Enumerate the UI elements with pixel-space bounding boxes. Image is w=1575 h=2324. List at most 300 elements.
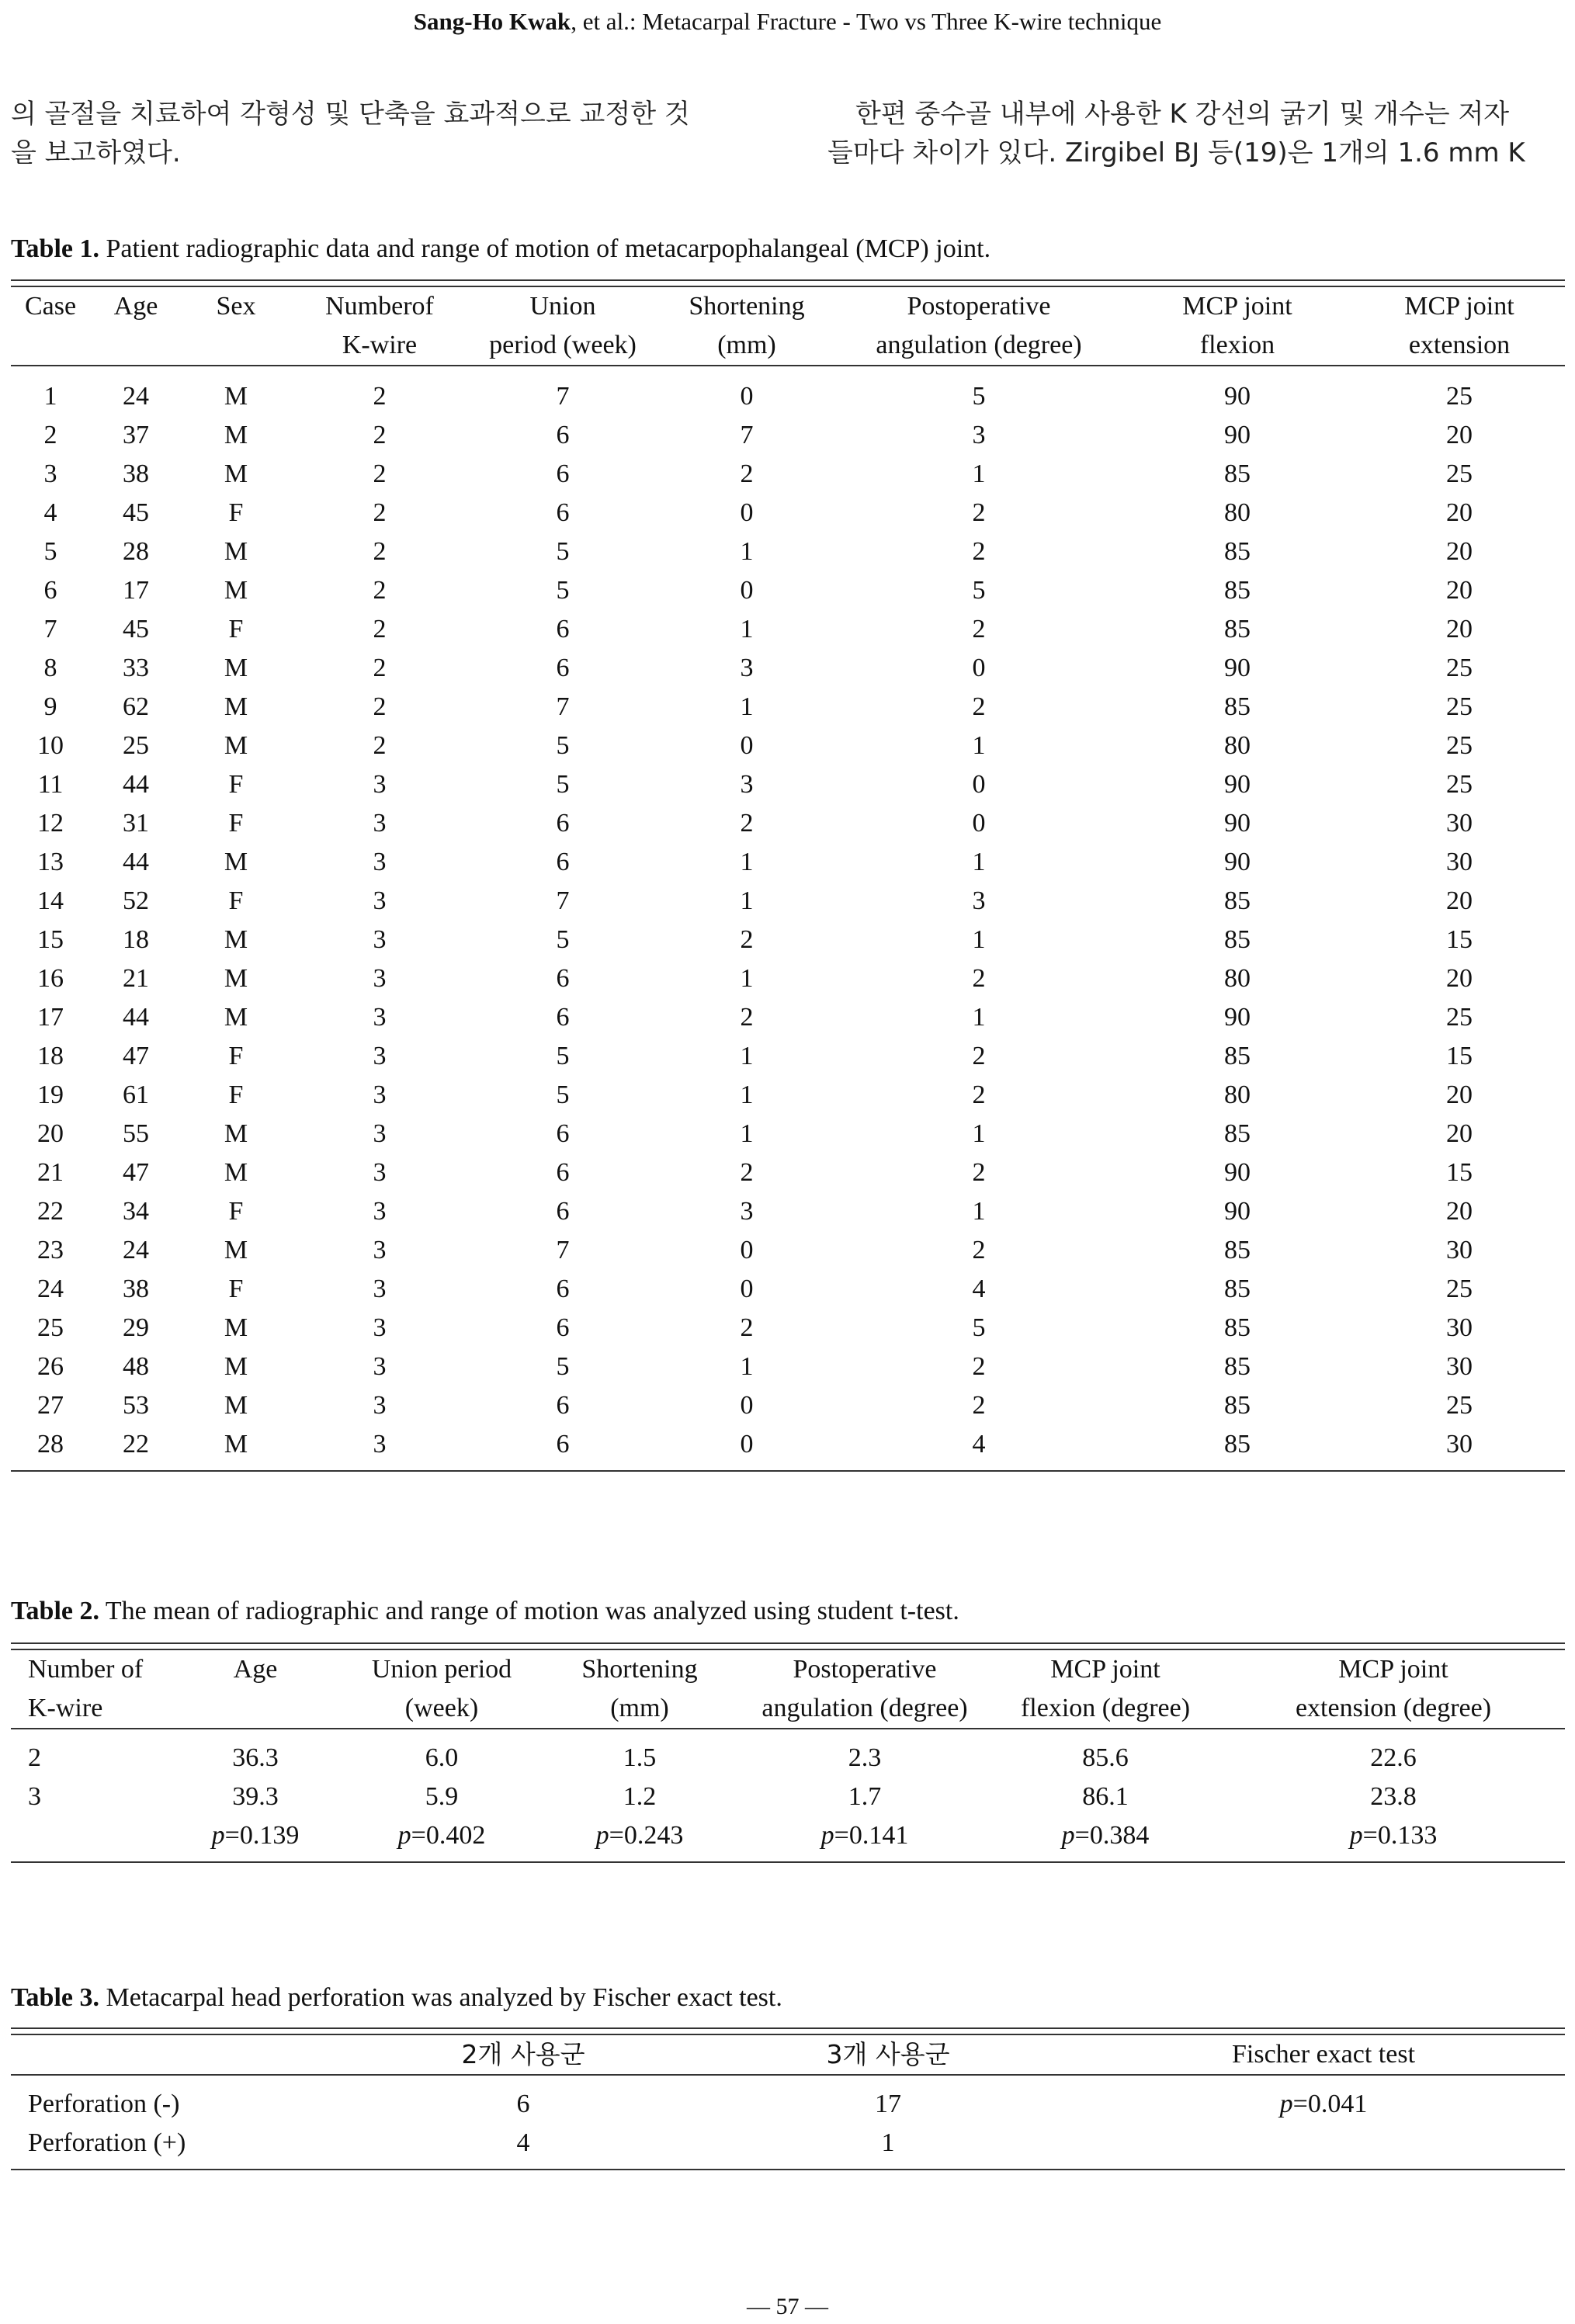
table-cell: 5: [556, 770, 570, 799]
table-cell: 6: [556, 460, 570, 488]
table-cell: 2: [373, 498, 387, 527]
table-cell: 2: [373, 382, 387, 411]
column-header: Fischer exact test: [1231, 2040, 1416, 2069]
table-cell: 2: [373, 692, 387, 721]
table-cell: 85: [1224, 537, 1251, 566]
table-cell: 6: [556, 421, 570, 449]
table-cell: 20: [1446, 964, 1473, 993]
table-cell: 20: [1446, 886, 1473, 915]
table-cell: 2: [972, 615, 986, 643]
table-cell: 3: [373, 1352, 387, 1381]
table-cell: 1: [972, 731, 986, 760]
table-cell: 38: [123, 1275, 149, 1303]
table-cell: M: [224, 654, 248, 682]
table-cell: 36.3: [232, 1743, 279, 1772]
table3-header: [11, 2035, 1565, 2074]
table-cell: 33: [123, 654, 149, 682]
table-cell: 19: [37, 1080, 64, 1109]
p-value-row: [11, 1816, 1565, 1855]
table-cell: 1: [740, 615, 754, 643]
table-cell: 85: [1224, 1391, 1251, 1420]
table-cell: 3: [972, 886, 986, 915]
table-cell: 11: [37, 770, 64, 799]
p-symbol: p: [211, 1821, 225, 1850]
table-cell: 2: [373, 615, 387, 643]
body-line: 을 보고하였다.: [11, 137, 181, 168]
table-cell: 80: [1224, 498, 1251, 527]
table-cell: 30: [1446, 1313, 1473, 1342]
table-cell: 6: [556, 1119, 570, 1148]
column-header: Age: [113, 292, 158, 321]
table-cell: 6: [556, 498, 570, 527]
table-cell: M: [224, 692, 248, 721]
table-cell: 20: [1446, 1119, 1473, 1148]
body-line: 들마다 차이가 있다. Zirgibel BJ 등(19)은 1개의 1.6 mm K: [827, 137, 1525, 168]
table-cell: 30: [1446, 1352, 1473, 1381]
table-cell: F: [228, 886, 244, 915]
column-header: MCP joint: [1050, 1655, 1160, 1684]
table-cell: 2: [740, 1313, 754, 1342]
column-header: Number of: [28, 1655, 144, 1684]
table-cell: 3: [373, 848, 387, 876]
page-number: — 57 —: [747, 2294, 828, 2319]
table-cell: 3: [373, 1391, 387, 1420]
table-cell: 1: [881, 2128, 895, 2157]
table-row: [11, 765, 1565, 804]
table-cell: 3: [373, 1003, 387, 1032]
table-cell: 5: [556, 731, 570, 760]
body-text-left: [11, 95, 756, 172]
table-cell: 3: [373, 1313, 387, 1342]
table-row: [11, 1076, 1565, 1115]
table-cell: 55: [123, 1119, 149, 1148]
table-cell: 34: [123, 1197, 149, 1226]
table-top-rule: [11, 279, 1565, 287]
column-header: [11, 2035, 352, 2074]
table-cell: 1: [972, 925, 986, 954]
table-cell: 25: [123, 731, 149, 760]
table-cell: M: [224, 576, 248, 605]
table-cell: 45: [123, 498, 149, 527]
table-cell: 5: [556, 1080, 570, 1109]
column-header: [182, 326, 290, 365]
table-cell: 25: [1446, 692, 1473, 721]
table-cell: 6: [556, 1391, 570, 1420]
table-cell: 2: [972, 1391, 986, 1420]
table-cell: 85: [1224, 1275, 1251, 1303]
header-author: Sang-Ho Kwak: [413, 8, 571, 35]
table-cell: 29: [123, 1313, 149, 1342]
table-cell: M: [224, 1391, 248, 1420]
table-row: [11, 843, 1565, 882]
table2-caption-text: The mean of radiographic and range of motion was analyzed using student t-test.: [99, 1597, 959, 1625]
column-header: Shortening: [581, 1655, 698, 1684]
table-cell: 3: [740, 654, 754, 682]
table1-caption-label: Table 1.: [11, 234, 100, 263]
table-cell: M: [224, 421, 248, 449]
table-cell: 6: [556, 615, 570, 643]
table-cell: 90: [1224, 848, 1251, 876]
table-cell: M: [224, 964, 248, 993]
table-cell: 20: [1446, 537, 1473, 566]
table-header-row: [11, 1689, 1565, 1728]
p-value: =0.139: [224, 1821, 300, 1850]
table-row: [11, 2124, 1565, 2163]
table-cell: 2: [972, 1352, 986, 1381]
table-cell: 2: [43, 421, 57, 449]
column-header: flexion: [1199, 331, 1275, 359]
table3-caption: [11, 1983, 782, 2013]
table-cell: 6: [556, 1313, 570, 1342]
column-header: Age: [233, 1655, 278, 1684]
table-cell: M: [224, 1352, 248, 1381]
column-header: (mm): [610, 1694, 669, 1722]
column-header: (week): [404, 1694, 479, 1722]
table-cell: 1: [972, 1197, 986, 1226]
table-cell: 20: [1446, 615, 1473, 643]
table-cell: 1: [972, 1003, 986, 1032]
table-cell: 6: [516, 2090, 530, 2118]
table-cell: 1.7: [848, 1782, 882, 1811]
table-cell: 1: [740, 886, 754, 915]
table-cell: 4: [516, 2128, 530, 2157]
table-row: [11, 571, 1565, 610]
table-cell: 3: [373, 1119, 387, 1148]
table-cell: 0: [972, 654, 986, 682]
table-cell: 6: [556, 848, 570, 876]
table-cell: 7: [556, 1236, 570, 1264]
table-cell: 39.3: [232, 1782, 279, 1811]
table-cell: 24: [123, 382, 149, 411]
table-cell: 4: [43, 498, 57, 527]
table-cell: 1: [972, 848, 986, 876]
table-row: [11, 1739, 1565, 1778]
table-row: [11, 1153, 1565, 1192]
header-title: , et al.: Metacarpal Fracture - Two vs Three K-wire technique: [571, 8, 1162, 35]
table-cell: 15: [1446, 1158, 1473, 1187]
table-header-row: [11, 2035, 1565, 2074]
table-cell: 86.1: [1082, 1782, 1129, 1811]
table-row: [11, 1309, 1565, 1348]
table-row: [11, 416, 1565, 455]
table-cell: 22: [123, 1430, 149, 1459]
column-header: 3개 사용군: [826, 2039, 950, 2069]
p-symbol: p: [1279, 2090, 1293, 2118]
table-cell: 2: [972, 692, 986, 721]
table-cell: 0: [740, 498, 754, 527]
table-cell: 24: [123, 1236, 149, 1264]
table-cell: 62: [123, 692, 149, 721]
table-row: [11, 1192, 1565, 1231]
table2-body: [11, 1739, 1565, 1855]
table2-caption-label: Table 2.: [11, 1597, 100, 1625]
table-cell: 37: [123, 421, 149, 449]
table1-body: [11, 377, 1565, 1464]
table-cell: 5: [972, 382, 986, 411]
table-cell: 18: [37, 1042, 64, 1070]
table-cell: 1: [972, 1119, 986, 1148]
table-cell: 1.2: [623, 1782, 657, 1811]
p-symbol: p: [1349, 1821, 1363, 1850]
table-cell: 85: [1224, 1352, 1251, 1381]
p-value-cell: [539, 1816, 741, 1855]
table-cell: 38: [123, 460, 149, 488]
column-header: MCP joint: [1404, 292, 1514, 321]
table-cell: 4: [972, 1275, 986, 1303]
table-cell: 90: [1224, 382, 1251, 411]
table-cell: 6.0: [425, 1743, 459, 1772]
table-cell: 1: [43, 382, 57, 411]
table-bottom-rule: [11, 2169, 1565, 2170]
table-cell: 5: [972, 1313, 986, 1342]
table-cell: Perforation (-): [28, 2090, 180, 2118]
table-cell: 20: [1446, 498, 1473, 527]
table-cell: 1: [740, 692, 754, 721]
table-row: [11, 494, 1565, 532]
table-top-rule: [11, 2027, 1565, 2035]
table-cell: 1: [740, 1119, 754, 1148]
table-row: [11, 532, 1565, 571]
table-cell: 25: [1446, 654, 1473, 682]
table-cell: M: [224, 460, 248, 488]
table-cell: 80: [1224, 731, 1251, 760]
table-cell: 17: [123, 576, 149, 605]
table-cell: 30: [1446, 1236, 1473, 1264]
body-text-right: [827, 95, 1573, 172]
table-cell: 2: [373, 460, 387, 488]
table-cell: 6: [556, 1158, 570, 1187]
table-cell: 85: [1224, 1042, 1251, 1070]
table-cell: 1: [972, 460, 986, 488]
table-cell: 3: [373, 964, 387, 993]
table-cell: 1: [740, 1042, 754, 1070]
table-cell: 2: [740, 809, 754, 838]
column-header: [11, 326, 90, 365]
table2-caption: [11, 1597, 959, 1626]
table-cell: 44: [123, 1003, 149, 1032]
column-header: Numberof: [325, 292, 434, 321]
table-cell: 0: [740, 1391, 754, 1420]
table-top-rule: [11, 1642, 1565, 1650]
table-cell: 23.8: [1370, 1782, 1417, 1811]
table-cell: 25: [37, 1313, 64, 1342]
column-header: extension: [1408, 331, 1511, 359]
table-cell: 2: [740, 925, 754, 954]
table-header-row: [11, 326, 1565, 365]
column-header: flexion (degree): [1020, 1694, 1191, 1722]
table-cell: 3: [373, 1158, 387, 1187]
table-cell: 9: [43, 692, 57, 721]
table-cell: 2: [28, 1743, 41, 1772]
table-row: [11, 882, 1565, 921]
table-cell: 1.5: [623, 1743, 657, 1772]
table-cell: 25: [1446, 770, 1473, 799]
table-cell: 24: [37, 1275, 64, 1303]
table-cell: 3: [373, 1197, 387, 1226]
table-cell: 85: [1224, 925, 1251, 954]
table-cell: 22: [37, 1197, 64, 1226]
table-cell: 2: [972, 1080, 986, 1109]
table-cell: 1: [740, 964, 754, 993]
table-cell: 45: [123, 615, 149, 643]
table-cell: 28: [123, 537, 149, 566]
table-cell: 90: [1224, 1197, 1251, 1226]
table-row: [11, 727, 1565, 765]
table-cell: 4: [972, 1430, 986, 1459]
p-value: =0.243: [609, 1821, 684, 1850]
table-cell: 30: [1446, 848, 1473, 876]
table-cell: 6: [556, 964, 570, 993]
table-cell: M: [224, 848, 248, 876]
table-cell: 6: [556, 654, 570, 682]
table-cell: 85.6: [1082, 1743, 1129, 1772]
p-value-cell: [989, 1816, 1222, 1855]
table-cell: 85: [1224, 460, 1251, 488]
table2-header: [11, 1650, 1565, 1728]
table-cell: 25: [1446, 1275, 1473, 1303]
table-cell: 20: [37, 1119, 64, 1148]
table-cell: 22.6: [1370, 1743, 1417, 1772]
table-cell: 3: [373, 886, 387, 915]
table-cell: M: [224, 731, 248, 760]
table-cell: 0: [740, 731, 754, 760]
table-cell: 5.9: [425, 1782, 459, 1811]
table-cell: 21: [37, 1158, 64, 1187]
table-cell: 28: [37, 1430, 64, 1459]
table-cell: 2: [972, 964, 986, 993]
table-cell: 7: [556, 886, 570, 915]
table-bottom-rule: [11, 1861, 1565, 1863]
table-cell: 6: [556, 1197, 570, 1226]
table2: [11, 1642, 1565, 1863]
table-cell: M: [224, 1236, 248, 1264]
table-cell: Perforation (+): [28, 2128, 186, 2157]
table-cell: 90: [1224, 1158, 1251, 1187]
table-cell: M: [224, 1430, 248, 1459]
table-cell: F: [228, 1080, 244, 1109]
table-bottom-rule: [11, 1470, 1565, 1472]
table-cell: 80: [1224, 964, 1251, 993]
table3: [11, 2027, 1565, 2170]
p-value-cell: [1082, 2085, 1565, 2124]
table-row: [11, 959, 1565, 998]
table-cell: M: [224, 1119, 248, 1148]
running-header: [0, 8, 1575, 36]
column-header: Union: [529, 292, 596, 321]
table-row: [11, 688, 1565, 727]
column-header: MCP joint: [1182, 292, 1292, 321]
table-cell: F: [228, 1275, 244, 1303]
table-cell: 25: [1446, 1391, 1473, 1420]
table-cell: 6: [556, 1003, 570, 1032]
table-cell: 7: [740, 421, 754, 449]
column-header: Case: [24, 292, 77, 321]
p-value-cell: [741, 1816, 989, 1855]
table-cell: 6: [556, 1430, 570, 1459]
table-cell: 27: [37, 1391, 64, 1420]
table-cell: 13: [37, 848, 64, 876]
table-cell: 18: [123, 925, 149, 954]
body-line: 한편 중수골 내부에 사용한 K 강선의 굵기 및 개수는 저자: [855, 99, 1510, 130]
table-cell: 1: [740, 1352, 754, 1381]
p-symbol: p: [397, 1821, 411, 1850]
table-cell: 1: [740, 848, 754, 876]
table-cell: F: [228, 1042, 244, 1070]
table-cell: 31: [123, 809, 149, 838]
table-row: [11, 1231, 1565, 1270]
table-row: [11, 377, 1565, 416]
column-header: MCP joint: [1338, 1655, 1448, 1684]
p-value: =0.133: [1362, 1821, 1438, 1850]
table-cell: 44: [123, 848, 149, 876]
table-cell: F: [228, 770, 244, 799]
table-cell: 48: [123, 1352, 149, 1381]
table1-header: [11, 287, 1565, 365]
column-header: [166, 1689, 345, 1728]
table-cell: 15: [1446, 925, 1473, 954]
table-row: [11, 455, 1565, 494]
p-value: =0.402: [411, 1821, 486, 1850]
table-cell: 3: [28, 1782, 41, 1811]
column-header: [90, 326, 182, 365]
column-header: Shortening: [689, 292, 805, 321]
table-cell: 8: [43, 654, 57, 682]
table-row: [11, 649, 1565, 688]
table-cell: 3: [373, 809, 387, 838]
table-cell: 2: [972, 537, 986, 566]
table-cell: 2: [373, 731, 387, 760]
p-value-cell: [345, 1816, 539, 1855]
table-row: [11, 1386, 1565, 1425]
table-cell: 5: [556, 576, 570, 605]
table-cell: 3: [373, 1430, 387, 1459]
table-cell: 3: [740, 1197, 754, 1226]
table-cell: 3: [373, 1042, 387, 1070]
table-cell: 26: [37, 1352, 64, 1381]
table-cell: 20: [1446, 421, 1473, 449]
table-cell: 17: [37, 1003, 64, 1032]
table-cell: 5: [43, 537, 57, 566]
table3-caption-label: Table 3.: [11, 1983, 100, 2012]
table-row: [11, 1778, 1565, 1816]
table-cell: M: [224, 925, 248, 954]
table-row: [11, 804, 1565, 843]
table-cell: 47: [123, 1158, 149, 1187]
table-cell: 7: [43, 615, 57, 643]
table-cell: 85: [1224, 1430, 1251, 1459]
table-row: [11, 1115, 1565, 1153]
table-cell: 23: [37, 1236, 64, 1264]
table-cell: 90: [1224, 809, 1251, 838]
table-cell: F: [228, 498, 244, 527]
table-cell: 2: [740, 1003, 754, 1032]
table-cell: 3: [740, 770, 754, 799]
p-symbol: p: [1061, 1821, 1075, 1850]
table-cell: 2: [373, 421, 387, 449]
table-cell: 85: [1224, 1313, 1251, 1342]
table-cell: 7: [556, 692, 570, 721]
table-row: [11, 2085, 1565, 2124]
table-cell: 90: [1224, 421, 1251, 449]
table-cell: 2: [972, 1042, 986, 1070]
table-cell: 30: [1446, 1430, 1473, 1459]
table-cell: 90: [1224, 1003, 1251, 1032]
column-header: period (week): [489, 331, 637, 359]
table-cell: 0: [740, 382, 754, 411]
table-cell: 44: [123, 770, 149, 799]
table-row: [11, 1348, 1565, 1386]
table-cell: 30: [1446, 809, 1473, 838]
